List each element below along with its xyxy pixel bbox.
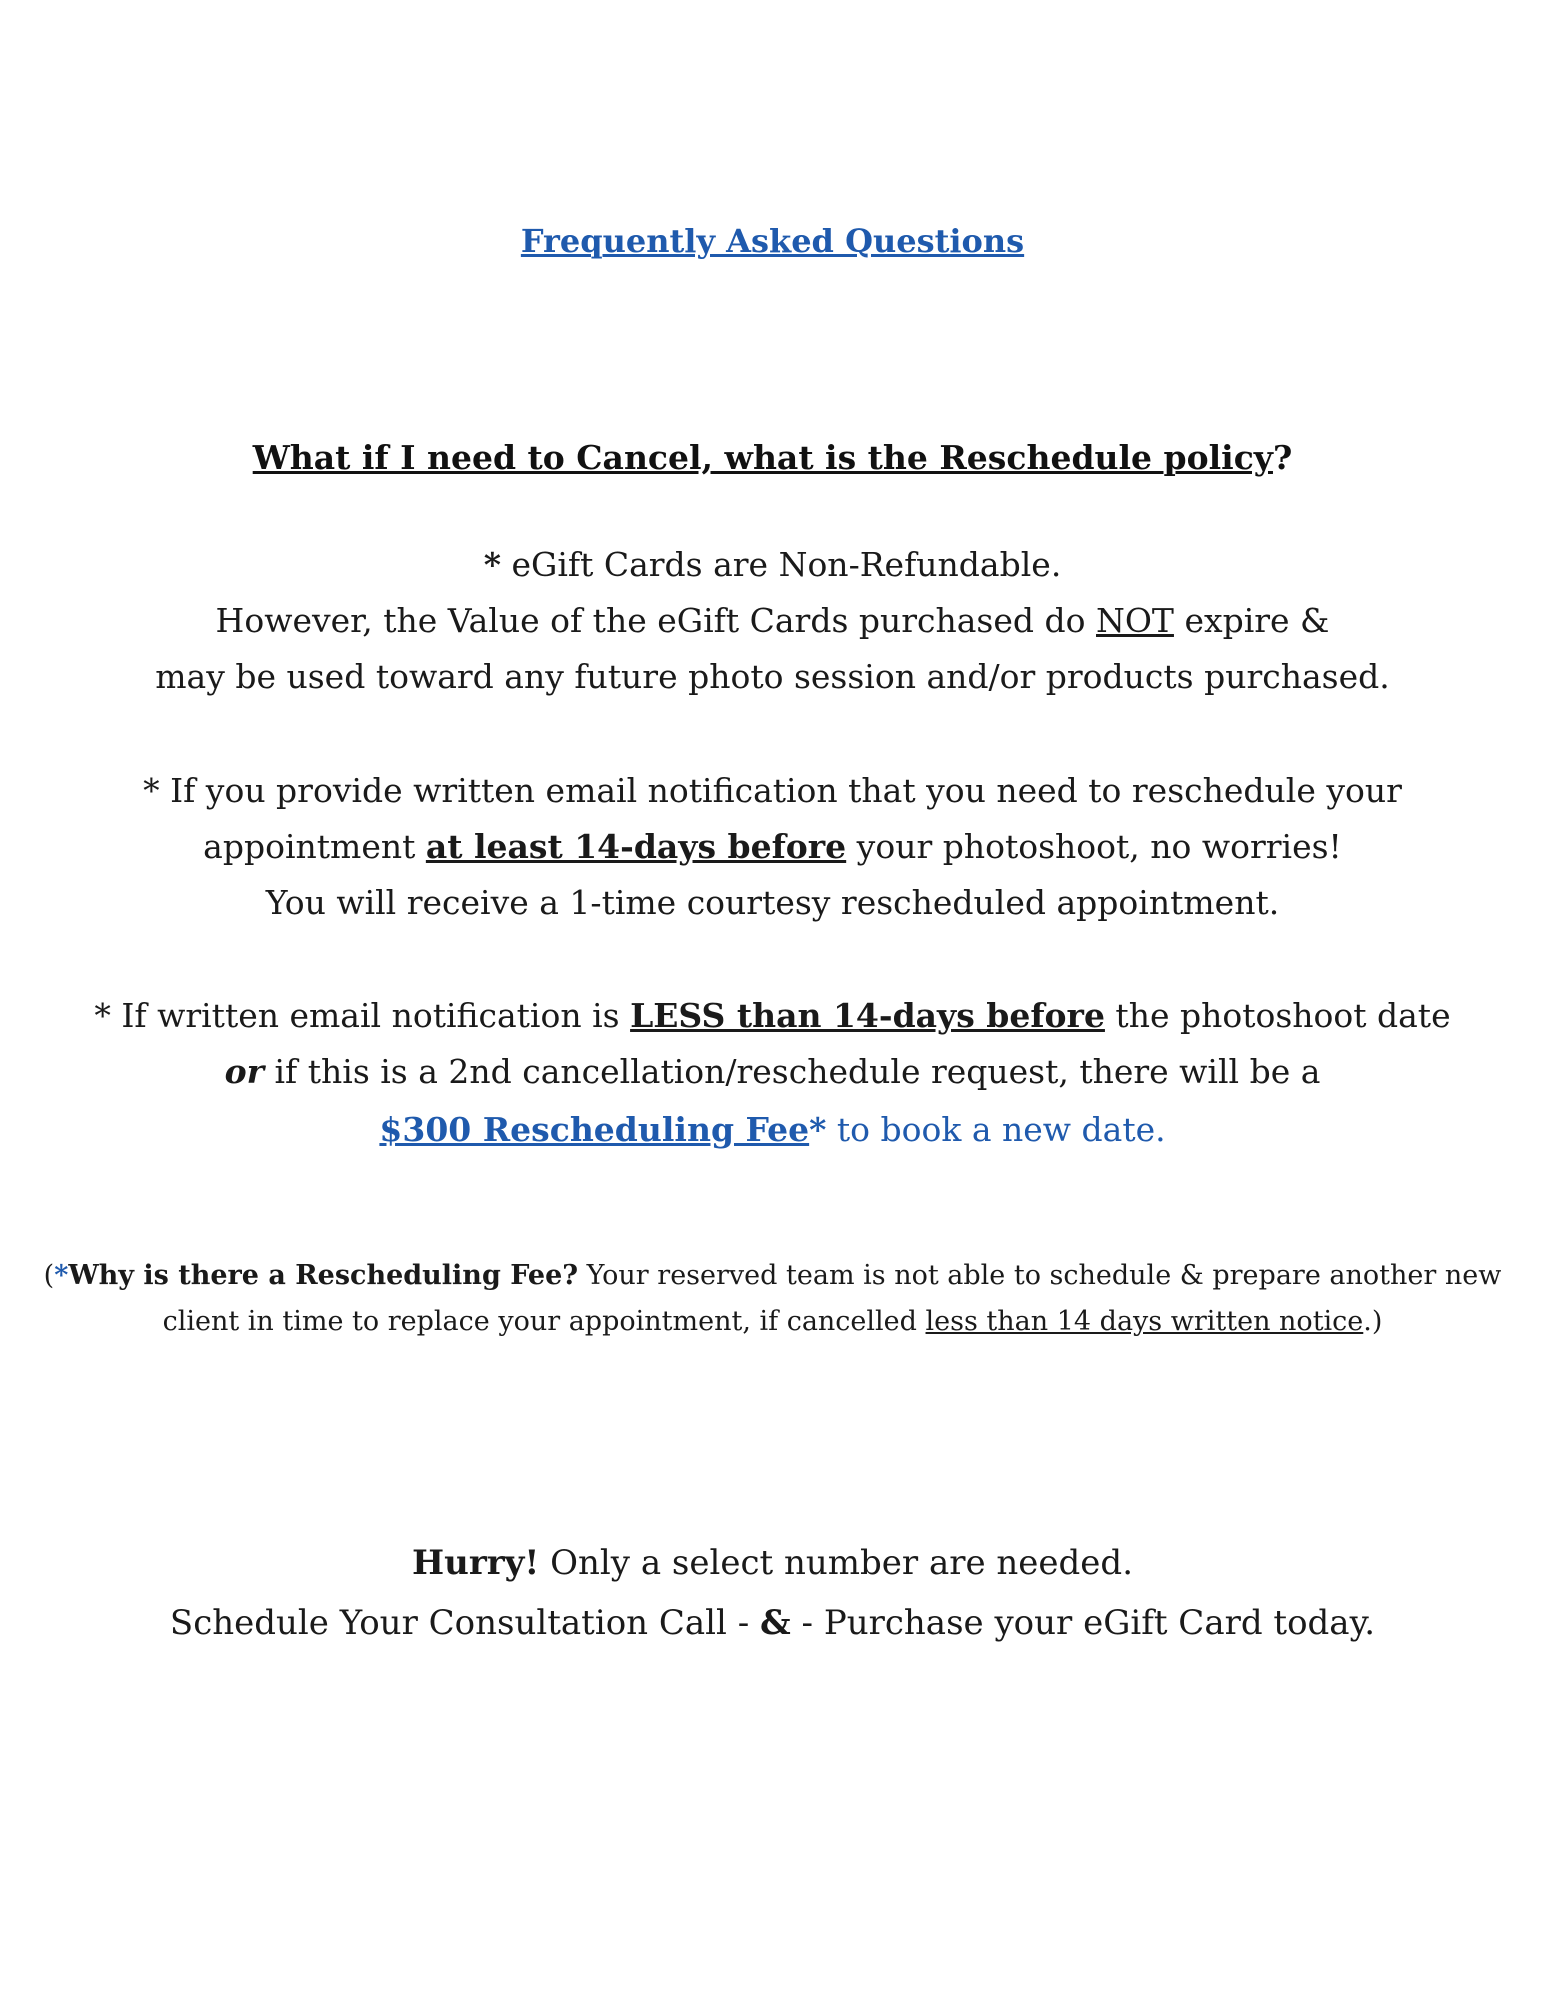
written-notice-emphasis: less than 14 days written notice: [925, 1306, 1364, 1337]
question-text: What if I need to Cancel, what is the Reschedule policy: [252, 438, 1273, 477]
hurry-emphasis: Hurry!: [411, 1543, 540, 1583]
para3-line2: [0, 1052, 1545, 1091]
para1-line1: [0, 545, 1545, 584]
para2-line2: [0, 827, 1545, 866]
question-heading: [0, 438, 1545, 477]
para1-line2: [0, 601, 1545, 640]
para3-line1-b: the photoshoot date: [1104, 996, 1451, 1035]
note-line1-text: Your reserved team is not able to schedule & prepare another new: [578, 1260, 1502, 1291]
para1-line2-a: However, the Value of the eGift Cards purchased do: [215, 601, 1096, 640]
note-open-paren: (: [43, 1260, 55, 1291]
hurry-line2: [0, 1603, 1545, 1643]
bullet-star: *: [483, 545, 501, 584]
note-line2-b: .): [1363, 1306, 1383, 1337]
less-than-14-days-emphasis: LESS than 14-days before: [630, 996, 1105, 1035]
para3-line3: [0, 1110, 1545, 1149]
para2-line3: You will receive a 1-time courtesy rescheduled appointment.: [265, 883, 1280, 922]
note-line1: [0, 1260, 1545, 1291]
faq-title[interactable]: Frequently Asked Questions: [520, 222, 1025, 260]
rescheduling-fee-link[interactable]: $300 Rescheduling Fee: [379, 1110, 810, 1149]
at-least-14-days-emphasis: at least 14-days before: [425, 827, 847, 866]
hurry-line2-a: Schedule Your Consultation Call -: [169, 1603, 761, 1643]
note-star: *: [54, 1260, 69, 1291]
para3-line3-text: to book a new date.: [826, 1110, 1166, 1149]
hurry-line1-text: Only a select number are needed.: [539, 1543, 1133, 1583]
note-line2-a: client in time to replace your appointment, if cancelled: [162, 1306, 926, 1337]
or-emphasis: or: [224, 1052, 264, 1091]
para2-line1: * If you provide written email notification that you need to reschedule your: [143, 771, 1402, 810]
fee-star: *: [809, 1110, 827, 1149]
ampersand-emphasis: &: [760, 1603, 791, 1643]
para3-line1-a: * If written email notification is: [94, 996, 631, 1035]
note-line2: [0, 1306, 1545, 1337]
hurry-line1: [0, 1543, 1545, 1583]
not-emphasis: NOT: [1096, 601, 1174, 640]
para2-line2-b: your photoshoot, no worries!: [846, 827, 1342, 866]
para1-line2-b: expire &: [1173, 601, 1330, 640]
para2-line2-a: appointment: [203, 827, 426, 866]
hurry-line2-b: - Purchase your eGift Card today.: [790, 1603, 1376, 1643]
para1-line1-text: eGift Cards are Non-Refundable.: [500, 545, 1062, 584]
para3-line2-text: if this is a 2nd cancellation/reschedule request, there will be a: [264, 1052, 1321, 1091]
para1-line3: may be used toward any future photo session and/or products purchased.: [155, 657, 1390, 696]
note-question: Why is there a Rescheduling Fee?: [68, 1260, 579, 1291]
question-mark: ?: [1272, 438, 1293, 477]
para3-line1: [0, 996, 1545, 1035]
